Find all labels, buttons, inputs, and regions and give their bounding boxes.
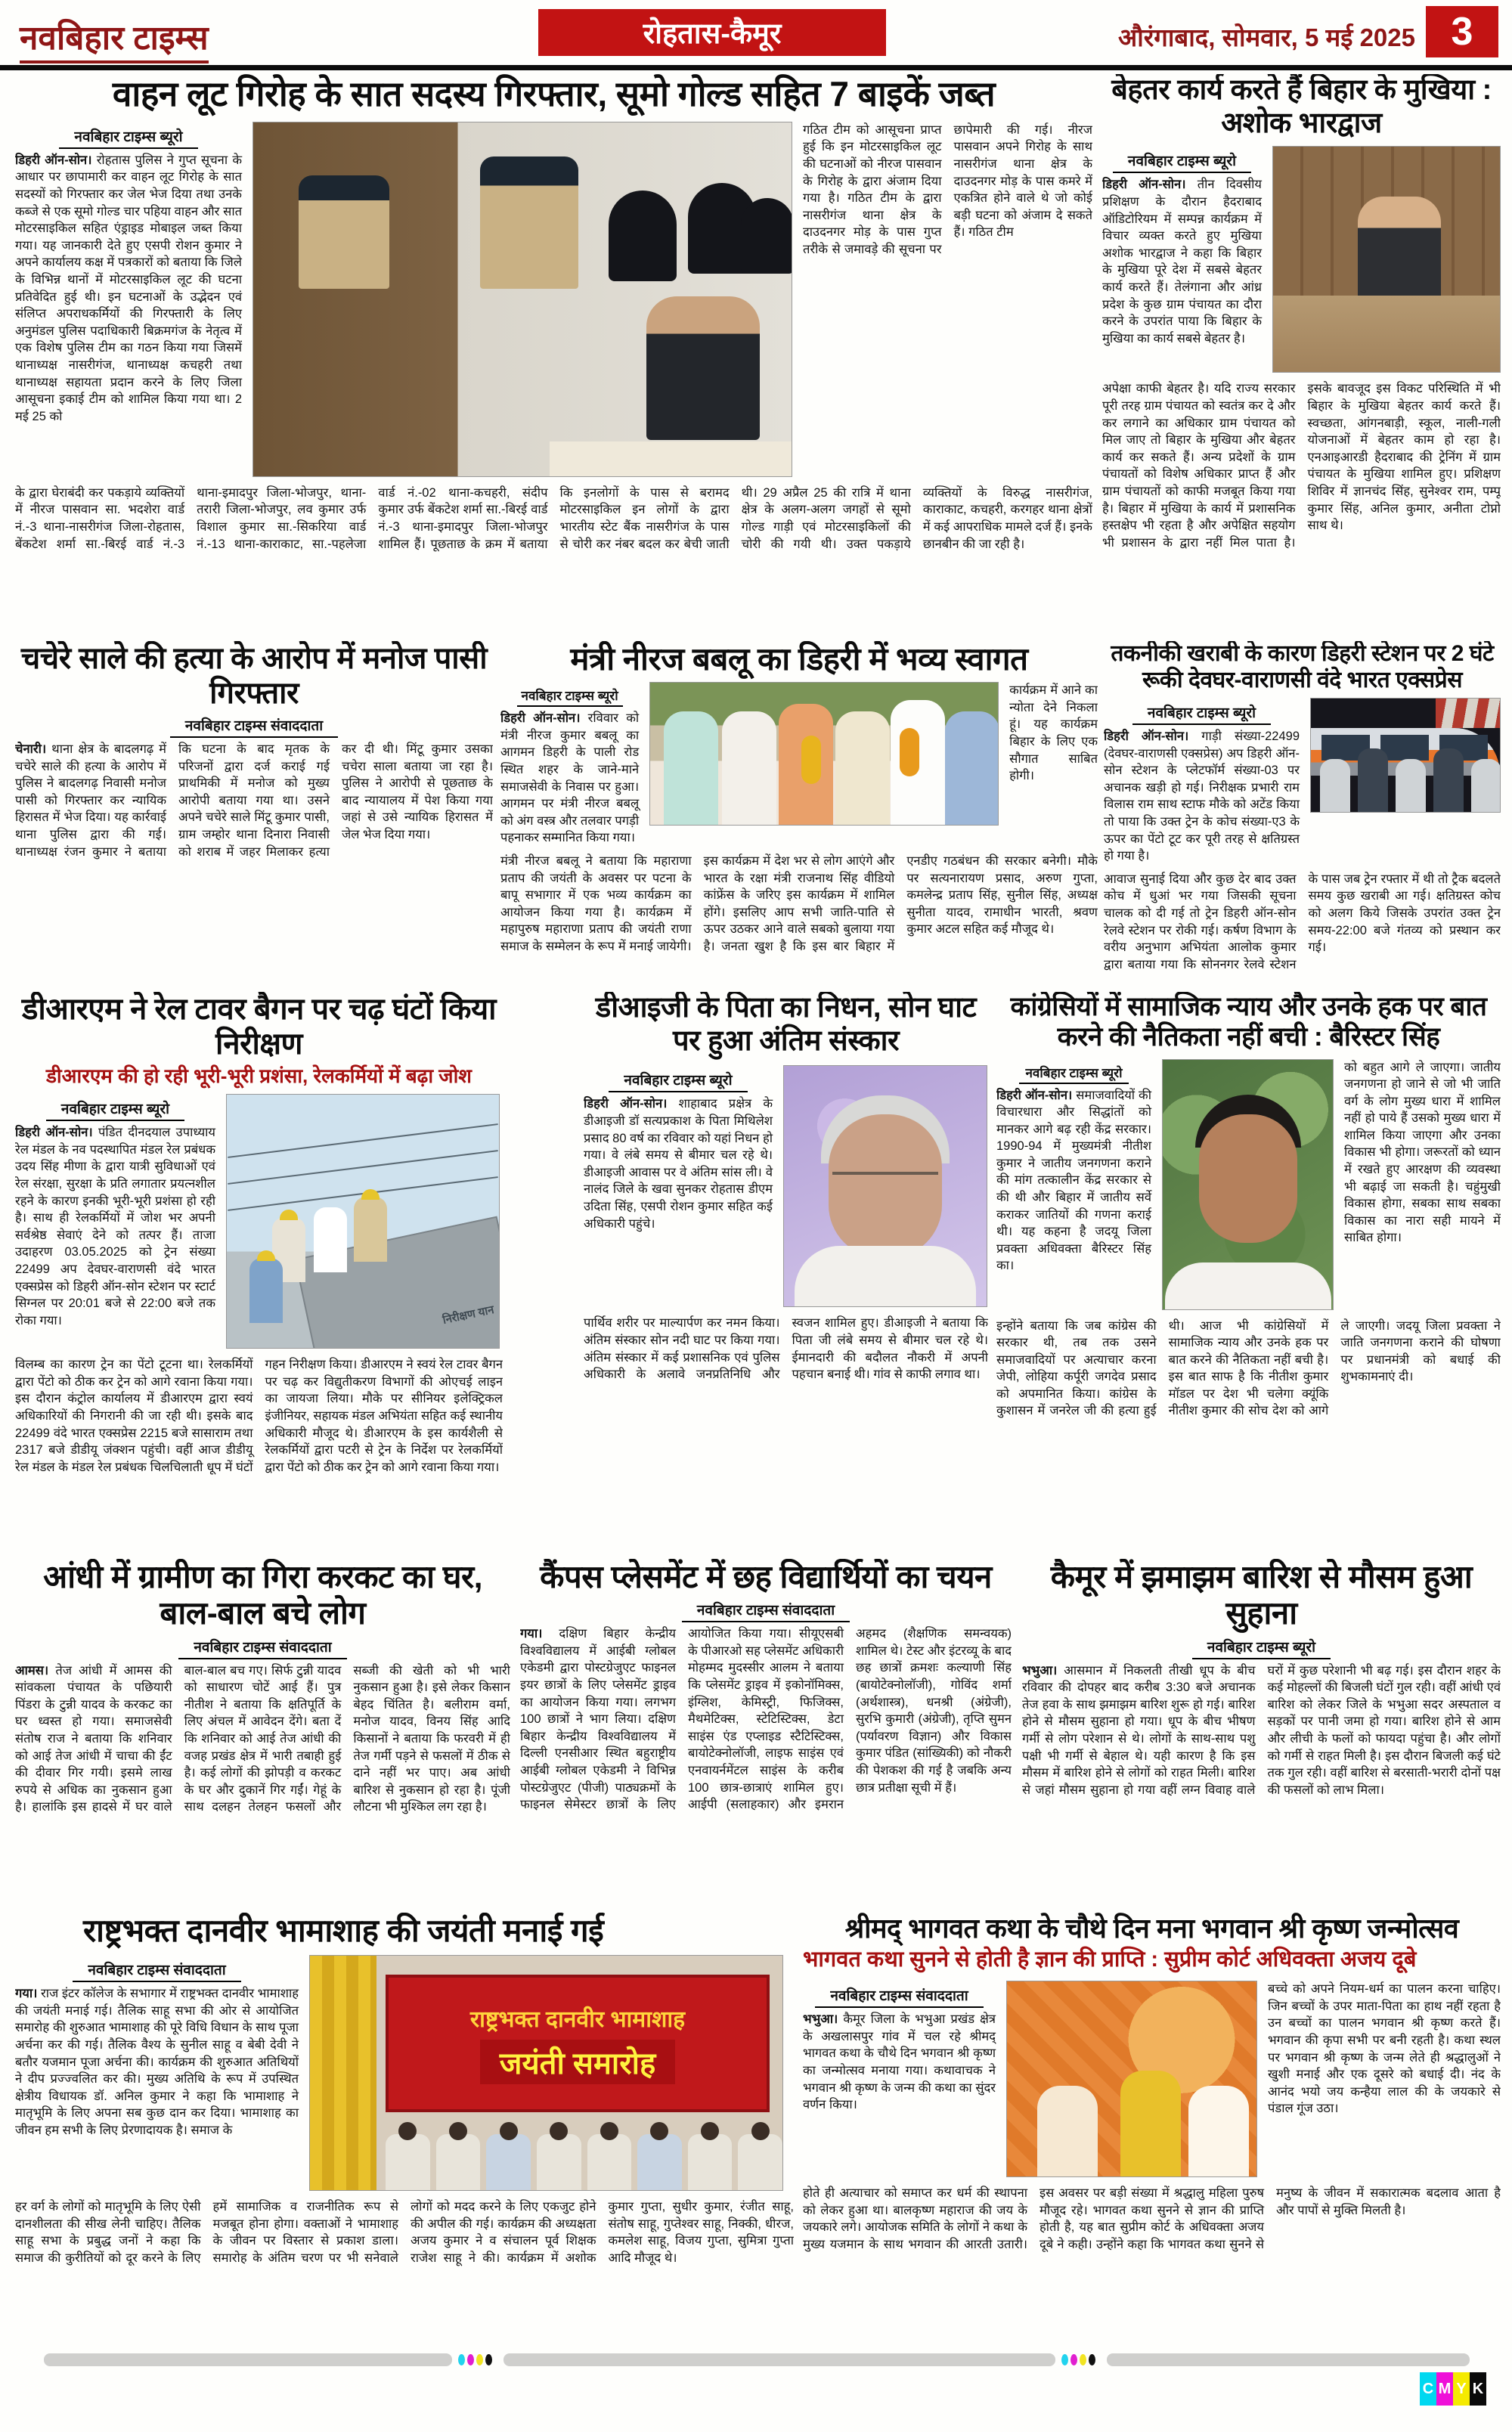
- byline: नवबिहार टाइम्स संवाददाता: [178, 1637, 346, 1659]
- yellow-patch: Y: [1453, 2372, 1470, 2406]
- banner-line-2: जयंती समारोह: [480, 2040, 675, 2084]
- byline: नवबिहार टाइम्स ब्यूरो: [517, 686, 623, 707]
- cyan-patch: C: [1420, 2372, 1436, 2406]
- body-text: गठित टीम को आसूचना प्राप्त हुई कि इन मोटरसाइकिल लूट की घटनाओं को नीरज पासवान के गिरोह के द्वारा अंजाम दिया गया है। गठित टीम के द्वारा नासरीगंज थाना क्षेत्र के दाउदनगर मोड़ के पास गुप्त तरीके से जमावड़े की सूचना पर छापेमारी की गई। नीरज पासवान अपने गिरोह के साथ नासरीगंज थाना क्षेत्र के दाउदनगर मोड़ के पास कमरे में एकत्रित होने वाले थे जो कोई बड़ी घटना को अंजाम दे सकते हैं। गठित टीम: [803, 122, 1092, 257]
- dateline: गया।: [15, 1987, 38, 2001]
- article-headline: राष्ट्रभक्त दानवीर भामाशाह की जयंती मनाई गई: [83, 1913, 604, 1948]
- body-text: शाहाबाद प्रक्षेत्र के डीआइजी डॉ सत्यप्रकाश के पिता मिथिलेश प्रसाद 80 वर्ष का रविवार को यहां निधन हो गया। वे लंबे समय से बीमार चल रहे थे। डीआइजी आवास पर वे अंतिम सांस ली। वे नालंद जिले के खवा सुनकर रोहतास डीएम उदिता सिंह, एसपी रोशन कुमार सहित कई अधिकारी पहुंचे।: [584, 1097, 773, 1231]
- body-text: दक्षिण बिहार केन्द्रीय विश्वविद्यालय में आईबी ग्लोबल एकेडमी द्वारा पोस्टग्रेजुएट फाइनल इयर छात्रों के लिए प्लेसमेंट ड्राइव का आयोजन किया गया। लगभग 100 छात्रों ने भाग लिया। दक्षिण बिहार केन्द्रीय विश्वविद्यालय में दिल्ली एनसीआर स्थित बहुराष्ट्रीय आईबी ग्लोबल एकेडमी ने विभिन्न पोस्टग्रेजुएट (पीजी) पाठ्यक्रमों के फाइनल सेमेस्टर छात्रों के लिए आयोजित किया गया। सीयूएसबी के पीआरओ सह प्लेसमेंट अधिकारी मोहम्मद मुदस्सीर आलम ने बताया कि प्लेसमेंट ड्राइव में इकोनॉमिक्स, इंग्लिश, केमिस्ट्री, फिजिक्स, मैथमेटिक्स, स्टेटिस्टिक्स, डेटा साइंस एंड एप्लाइड स्टैटिस्टिक्स, बायोटेक्नोलॉजी, लाइफ साइंस एवं एनवायर्नमेंटल साइंस के करीब 100 छात्र-छात्राएं शामिल हुए। आईपी (सलाहकार) और इमरान अहमद (शैक्षणिक समन्वयक) शामिल थे। टेस्ट और इंटरव्यू के बाद छह छात्रों क्रमशः कल्याणी सिंह (बायोटेक्नोलॉजी), गोविंद शर्मा (अर्थशास्त्र), धनश्री (अंग्रेजी), सुरभि कुमारी (अंग्रेजी), तृप्ति सुमन (पर्यावरण विज्ञान) और विकास कुमार पंडित (सांख्यिकी) को नौकरी की पेशकश की गई है जबकि अन्य छात्र प्रतीक्षा सूची में हैं।: [520, 1627, 1012, 1812]
- train-night-photo: [1310, 698, 1501, 813]
- body-text: तीन दिवसीय प्रशिक्षण के दौरान हैदराबाद ऑडिटोरियम में सम्पन्न कार्यक्रम में विचार व्यक्त करते हुए मुखिया अशोक भारद्वाज ने कहा कि बिहार के मुखिया पूरे देश में सबसे बेहतर कार्य करते हैं। तेलंगाना और आंध्र प्रदेश के कुछ ग्राम पंचायत का दौरा करने के उपरांत पाया कि बिहार के मुखिया का कार्य सबसे बेहतर है।: [1102, 178, 1262, 345]
- police-arrest-photo: [253, 122, 792, 477]
- byline: नवबिहार टाइम्स ब्यूरो: [1192, 1637, 1331, 1659]
- press-registration-bar: [44, 2353, 1470, 2366]
- article-headline: बेहतर कार्य करते हैं बिहार के मुखिया : अशोक भारद्वाज: [1111, 74, 1492, 139]
- garland-group-photo: [649, 682, 999, 826]
- body-text: अपेक्षा काफी बेहतर है। यदि राज्य सरकार पूरी तरह ग्राम पंचायत को स्वतंत्र कर दे और कर लगाने का अधिकार ग्राम पंचायत को मिल जाए तो बिहार के मुखिया और बेहतर कार्य कर सकते हैं। अन्य प्रदेशों के ग्राम पंचायतों को विशेष अधिकार प्राप्त हैं और ग्राम पंचायतों को काफी मजबूत किया गया है। बिहार में मुखिया के कार्य में प्रशासनिक हस्तक्षेप भी रहता है और अपेक्षित सहयोग भी प्रशासन के द्वारा नहीं मिल पाता है। इसके बावजूद इस विकट परिस्थिति में भी बिहार के मुखिया बेहतर कार्य करते हैं। स्वच्छता, आंगनबाड़ी, स्कूल, नाली-गली योजनाओं में बेहतर काम हो रहा है। एनआइआरडी हैदराबाद की ट्रेनिंग में ग्राम पंचायत के मुखिया शामिल हुए। प्रशिक्षण शिविर में ज्ञानचंद सिंह, सुनेश्वर राम, पम्पू कुमार सिंह, अनिल कुमार, अनीता टोप्नो साथ थे।: [1102, 382, 1501, 550]
- body-text: को बहुत आगे ले जाएगा। जातीय जनगणना हो जाने से जो भी जाति वर्ग के लोग मुख्य धारा में शामिल नहीं हो पाये हैं उसको मुख्य धारा में शामिल किया जाएगा और उनका विकास भी होगा। जरूरतों को ध्यान में रखते हुए आरक्षण की व्यवस्था भी बढ़ाई जा सकती है। चहुंमुखी विकास होगा, सबका साथ सबका विकास का नारा सही मायने में साबित होगा।: [1344, 1060, 1501, 1245]
- tower-wagon-inspection-photo: [226, 1094, 500, 1349]
- article-headline: कांग्रेसियों में सामाजिक न्याय और उनके हक पर बात करने की नैतिकता नहीं बची : बैरिस्टर सिंह: [1010, 992, 1487, 1052]
- body-text: इन्होंने बताया कि जब कांग्रेस की सरकार थी, तब तक उसने समाजवादियों पर अत्याचार करना जेपी, लोहिया कर्पूरी जगदेव प्रसाद को अपमानित किया। कांग्रेस के कुशासन में जनरेल जी की हत्या हुई थी। आज भी कांग्रेसियों में सामाजिक न्याय और उनके हक पर बात करने की नैतिकता नहीं बची है। इस बात साफ है कि नीतीश कुमार मॉडल पर देश भी चलेगा क्यूंकि नीतीश कुमार की सोच देश को आगे ले जाएगी। जदयू जिला प्रवक्ता ने जाति जनगणना कराने की घोषणा पर प्रधानमंत्री को बधाई की शुभकामनाएं दी।: [996, 1318, 1501, 1418]
- dateline: भभुआ।: [803, 2012, 838, 2027]
- article-subhead: डीआरएम की हो रही भूरी-भूरी प्रशंसा, रेलकर्मियों में बढ़ा जोश: [46, 1064, 472, 1087]
- jayanti-event-photo: [309, 1955, 783, 2191]
- dateline: डिहरी ऑन-सोन।: [15, 1126, 93, 1140]
- dateline: आमस।: [15, 1663, 49, 1678]
- katha-event-photo: [1006, 1981, 1257, 2177]
- body-text: तेज आंधी में आमस की सांवकला पंचायत के पछियारी पिंडरा के टुन्नी यादव के करकट का घर ध्वस्त हो गया। समाजसेवी संतोष राज ने बताया कि शनिवार को आई तेज आंधी में चाचा की ईंट की दीवार गिर गयी। इसमे लाख रुपये से अधिक का नुकसान हुआ है। हालांकि इस हादसे में घर वाले बाल-बाल बच गए। सिर्फ टुन्नी यादव को साधारण चोटें आई हैं। पुत्र नीतीश ने बताया कि क्षतिपूर्ति के लिए अंचल में आवेदन देंगे। बता दें कि शनिवार को आई तेज आंधी की वजह प्रखंड क्षेत्र में भारी तबाही हुई है। कई लोगों की झोपड़ी व करकट के घर और दुकानें गिर गईं। गेहूं के साथ दलहन तेलहन फसलों और सब्जी की खेती को भी भारी नुकसान हुआ है। इसे लेकर किसान बेहद चिंतित है। बलीराम वर्मा, मनोज यादव, विनय सिंह आदि किसानों ने बताया कि फरवरी में ही तेज गर्मी पड़ने से फसलों में ठीक से दाने नहीं भर पाए। अब आंधी बारिश से नुकसान हो रहा है। पूंजी लौटना भी मुश्किल लग रहा है।: [15, 1663, 510, 1814]
- article-kaimur-rain: [1022, 1559, 1501, 1903]
- article-dig-father-demise: [584, 992, 988, 1550]
- article-vehicle-loot-gang: [15, 74, 1092, 630]
- article-bhamashah-jayanti: [15, 1913, 794, 2347]
- body-text: राज इंटर कॉलेज के सभागार में राष्ट्रभक्त दानवीर भामाशाह की जयंती मनाई गई। तैलिक साहू सभा की ओर से आयोजित समारोह की शुरुआत भामाशाह की पूरे विधि विधान के साथ पूजा अर्चना कर की गई। तैलिक वैश्य के सुनील साहू व बेबी देवी ने बतौर यजमान पूजा अर्चना की। कार्यक्रम की शुरुआत अतिथियों ने दीप प्रज्ज्वलित कर की। मुख्य अतिथि के रूप में उपस्थित क्षेत्रीय विधायक डॉ. अनिल कुमार ने कहा कि भामाशाह ने मातृभूमि के लिए अपना सब कुछ दान कर दिया। भामाशाह का जीवन हम सभी के लिए प्रेरणादायक है। समाज के: [15, 1987, 299, 2138]
- article-headline: वाहन लूट गिरोह के सात सदस्य गिरफ्तार, सूमो गोल्ड सहित 7 बाइकें जब्त: [112, 74, 996, 113]
- masthead: नवबिहार टाइम्स: [20, 14, 209, 64]
- body-text: आवाज सुनाई दिया और कुछ देर बाद उक्त कोच में धुआं भर गया जिसकी सूचना चालक को दी गई तो ट्रेन डिहरी ऑन-सोन रेलवे स्टेशन पर रोकी गई। कर्षण विभाग के वरीय अनुभाग अभियंता आलोक कुमार द्वारा बताया गया कि सोननगर रेलवे स्टेशन के पास जब ट्रेन रफ्तार में थी तो ट्रैक बदलते समय कुछ खराबी आ गई। क्षतिग्रस्त कोच को अलग किये जिसके उपरांत उक्त ट्रेन समय-22:00 बजे गंतव्य को प्रस्थान कर गई।: [1104, 872, 1501, 971]
- article-headline: श्रीमद् भागवत कथा के चौथे दिन मना भगवान श्री कृष्ण जन्मोत्सव: [844, 1913, 1459, 1944]
- header-rule: [0, 65, 1512, 70]
- body-text: थाना क्षेत्र के बादलगढ़ में चचेरे साले की हत्या के आरोप में पुलिस ने बादलगढ़ निवासी मनोज पासी को गिरफ्तार कर न्यायिक हिरासत में भेज दिया। यह कार्रवाई थाना पुलिस द्वारा की गई। थानाध्यक्ष रंजन कुमार ने बताया कि घटना के बाद मृतक के परिजनों द्वारा दर्ज कराई गई प्राथमिकी में मनोज को मुख्य आरोपी बताया गया था। उसने अपने चचेरे साले मिंटू कुमार पासी, ग्राम जम्होर थाना दिनारा निवासी को शराब में जहर मिलाकर हत्या कर दी थी। मिंटू कुमार उसका चचेरा साला बताया जा रहा है। पुलिस ने आरोपी से पूछताछ के बाद न्यायालय में पेश किया गया जहां से उसे न्यायिक हिरासत में जेल भेज दिया गया।: [15, 742, 493, 859]
- banner-line-1: राष्ट्रभक्त दानवीर भामाशाह: [469, 2006, 686, 2032]
- wagon-label: निरीक्षण यान: [442, 1303, 496, 1328]
- byline: नवबिहार टाइम्स ब्यूरो: [46, 1098, 184, 1121]
- body-text: गाड़ी संख्या-22499 (देवघर-वाराणसी एक्सप्रेस) अप डिहरी ऑन-सोन स्टेशन के प्लेटफॉर्म संख्या-03 पर अचानक खड़ी हो गई। निरीक्षक प्रभारी राम विलास राम साथ स्टाफ मौके को अटेंड किया तो पाया कि उक्त ट्रेन के कोच संख्या-ए3 के ऊपर का पेंटो टूट कर पूरी तरह से क्षतिग्रस्त हो गया है।: [1104, 730, 1300, 863]
- article-storm-house: [15, 1559, 510, 1903]
- dateline: डिहरी ऑन-सोन।: [500, 711, 581, 726]
- article-headline: तकनीकी खराबी के कारण डिहरी स्टेशन पर 2 घंटे रूकी देवघर-वाराणसी वंदे भारत एक्सप्रेस: [1111, 641, 1494, 692]
- body-text: पंडित दीनदयाल उपाध्याय रेल मंडल के नव पदस्थापित मंडल रेल प्रबंधक उदय सिंह मीणा के द्वारा यात्री सुविधाओं एवं रेल संरक्षा, सुरक्षा के प्रति लगातार प्रयत्नशील रहने के कारण इनकी भूरी-भूरी प्रशंसा हो रही है। साथ ही रेलकर्मियों में जोश भर अपनी सर्वश्रेष्ठ सेवाएं देने को तत्पर हैं। ताजा उदाहरण 03.05.2025 को ट्रेन संख्या 22499 अप देवघर-वाराणसी वंदे भारत एक्सप्रेस को डिहरी ऑन-सोन स्टेशन पर स्टार्ट सिग्नल पर 20:01 बजे से 22:00 बजे तक रोका गया।: [15, 1126, 215, 1328]
- dateline: डिहरी ऑन-सोन।: [15, 153, 92, 167]
- byline: नवबिहार टाइम्स ब्यूरो: [609, 1070, 747, 1092]
- body-text: रविवार को मंत्री नीरज कुमार बबलू का आगमन डिहरी के पाली रोड स्थित शहर के जाने-माने समाजसेवी के निवास पर हुआ। आगमन पर मंत्री नीरज बबलू को अंग वस्त्र और तलवार पगड़ी पहनाकर सम्मानित किया गया।: [500, 711, 640, 845]
- dateline: गया।: [520, 1627, 543, 1641]
- article-bhagwat-katha: [803, 1913, 1501, 2347]
- portrait-photo-elderly: [783, 1065, 987, 1307]
- article-headline: चचेरे साले की हत्या के आरोप में मनोज पासी गिरफ्तार: [20, 642, 488, 710]
- article-headline: डीआइजी के पिता का निधन, सोन घाट पर हुआ अंतिम संस्कार: [595, 992, 977, 1057]
- body-text: विलम्ब का कारण ट्रेन का पेंटो टूटना था। रेलकर्मियों द्वारा पेंटो को ठीक कर ट्रेन को आगे रवाना किया गया। इस दौरान कंट्रोल कार्यालय में डीआरएम द्वारा स्वयं अधिकारियों की निगरानी की जा रही थी। इसके बाद 22499 वंदे भारत एक्सप्रेस 2215 बजे सासाराम तथा 2317 बजे डीडीयू जंक्शन पहुंची। वहीं आज डीडीयू रेल मंडल के मंडल रेल प्रबंधक चिलचिलाती धूप में घंटों गहन निरीक्षण किया। डीआरएम ने स्वयं रेल टावर बैगन पर चढ़ कर विद्युतीकरण विभागों की ओएचई लाइन का जायजा लिया। मौके पर सीनियर इलेक्ट्रिकल इंजीनियर, सहायक मंडल अभियंता सहित कई स्थानीय अधिकारी मौजूद थे। डीआरएम के इस कार्यशैली से रेलकर्मियों द्वारा पटरी से ट्रेन के निर्देश पर रेलकर्मियों द्वारा पेंटो को ठीक कर ट्रेन को आगे रवाना किया गया।: [15, 1358, 503, 1474]
- cmyk-color-patch: [1420, 2372, 1486, 2406]
- byline: नवबिहार टाइम्स ब्यूरो: [1132, 702, 1271, 725]
- article-vande-bharat: [1104, 641, 1501, 981]
- article-subhead: भागवत कथा सुनने से होती है ज्ञान की प्राप्ति : सुप्रीम कोर्ट अधिवक्ता अजय दूबे: [803, 1947, 1417, 1972]
- byline: नवबिहार टाइम्स ब्यूरो: [1019, 1064, 1128, 1084]
- body-text: कैमूर जिला के भभुआ प्रखंड क्षेत्र के अखलासपुर गांव में चल रहे श्रीमद् भागवत कथा के चौथे दिन भगवान श्री कृष्ण का जन्मोत्सव मनाया गया। कथावाचक ने भगवान श्री कृष्ण के जन्म की कथा का सुंदर वर्णन किया।: [803, 2012, 996, 2112]
- article-minister-welcome: [500, 641, 1098, 981]
- article-headline: डीआरएम ने रेल टावर बैगन पर चढ़ घंटों किया निरीक्षण: [21, 993, 497, 1061]
- body-text: हर वर्ग के लोगों को मातृभूमि के लिए ऐसी दानशीलता की सीख लेनी चाहिए। तैलिक साहू सभा के प्रबुद्ध जनों ने कहा कि समाज की कुरीतियों को दूर करने के लिए हमें सामाजिक व राजनीतिक रूप से मजबूत होना होगा। वक्ताओं ने भामाशाह के जीवन पर विस्तार से प्रकाश डाला। समारोह के अंतिम चरण पर भी सनेवाले लोगों को मदद करने के लिए एकजुट होने की अपील की गई। कार्यक्रम की अध्यक्षता अजय कुमार ने व संचालन पूर्व शिक्षक राजेश साहू ने की। कार्यक्रम में अशोक कुमार गुप्ता, सुधीर कुमार, रंजीत साहू, संतोष साहू, गुप्तेश्वर साहू, निक्की, धीरज, कमलेश साहू, विजय गुप्ता, सुमित्रा गुप्ता आदि मौजूद थे।: [15, 2200, 794, 2266]
- article-campus-placement: [520, 1559, 1012, 1903]
- page-number-badge: 3: [1426, 6, 1498, 57]
- article-drm-inspection: [15, 992, 503, 1550]
- article-bihar-mukhiya: [1102, 74, 1501, 630]
- byline: नवबिहार टाइम्स संवाददाता: [170, 715, 338, 738]
- article-barrister-singh: [996, 992, 1501, 1550]
- article-headline: मंत्री नीरज बबलू का डिहरी में भव्य स्वागत: [570, 641, 1028, 677]
- article-murder-arrest: [15, 641, 493, 981]
- article-headline: आंधी में ग्रामीण का गिरा करकट का घर, बाल-बाल बचे लोग: [43, 1559, 482, 1631]
- dateline: भभुआ।: [1022, 1663, 1058, 1678]
- article-headline: कैमूर में झमाझम बारिश से मौसम हुआ सुहाना: [1050, 1559, 1473, 1631]
- byline: नवबिहार टाइम्स ब्यूरो: [1113, 150, 1251, 173]
- byline: नवबिहार टाइम्स संवाददाता: [815, 1985, 983, 2008]
- body-text: के द्वारा घेराबंदी कर पकड़ाये व्यक्तियों में नीरज पासवान सा. भदशेरा वार्ड नं.-3 थाना-नासरीगंज जिला-रोहतास, बेंकटेश शर्मा सा.-बिरई वार्ड नं.-3 थाना-इमादपुर जिला-भोजपुर, थाना-तरारी जिला-भोजपुर, लव कुमार उर्फ विशाल कुमार सा.-सिकरिया वार्ड नं.-13 थाना-काराकाट, सा.-पहलेजा वार्ड नं.-02 थाना-कचहरी, संदीप कुमार उर्फ बेंकटेश शर्मा सा.-बिरई वार्ड नं.-3 थाना-इमादपुर जिला-भोजपुर शामिल हैं। पूछताछ के क्रम में बताया कि इनलोगों के पास से बरामद मोटरसाइकिल इन लोगों के द्वारा भारतीय स्टेट बैंक नासरीगंज के पास से चोरी कर नंबर बदल कर बेची जाती थी। 29 अप्रैल 25 की रात्रि में थाना क्षेत्र के अलग-अलग जगहों से सूमो गोल्ड गाड़ी एवं मोटरसाइकिलों की चोरी की गयी थी। उक्त पकड़ाये व्यक्तियों के विरुद्ध नासरीगंज, काराकाट, कचहरी, करगहर थाना क्षेत्रों में कई आपराधिक मामले दर्ज हैं। इनके छानबीन की जा रही है।: [15, 485, 1092, 551]
- portrait-photo-greenery: [1162, 1059, 1334, 1310]
- dateline: डिहरी ऑन-सोन।: [1102, 178, 1186, 192]
- edition-dateline: औरंगाबाद, सोमवार, 5 मई 2025: [1118, 23, 1415, 51]
- black-patch: K: [1470, 2372, 1486, 2406]
- byline: नवबिहार टाइम्स संवाददाता: [73, 1960, 240, 1982]
- magenta-patch: M: [1436, 2372, 1453, 2406]
- page-header: [0, 0, 1512, 65]
- body-text: पार्थिव शरीर पर माल्यार्पण कर नमन किया। अंतिम संस्कार सोन नदी घाट पर किया गया। अंतिम संस्कार में कई प्रशासनिक एवं पुलिस अधिकारी के अलावे जनप्रतिनिधि और स्वजन शामिल हुए। डीआइजी ने बताया कि पिता जी लंबे समय से बीमार चल रहे थे। ईमानदारी की बदौलत नौकरी में अपनी पहचान बनाई थी। गांव से काफी लगाव था।: [584, 1316, 988, 1382]
- dateline: चेनारी।: [15, 742, 47, 756]
- dateline: डिहरी ऑन-सोन।: [996, 1088, 1073, 1102]
- body-text: होते ही अत्याचार को समाप्त कर धर्म की स्थापना को लेकर हुआ था। बालकृष्ण महाराज की जय के जयकारे लगे। आयोजक समिति के लोगों ने कथा के मुख्य यजमान के साथ भगवान की आरती उतारी। इस अवसर पर बड़ी संख्या में श्रद्धालु महिला पुरुष मौजूद रहे। भागवत कथा सुनने से ज्ञान की प्राप्ति होती है, यह बात सुप्रीम कोर्ट के अधिवक्ता अजय दूबे ने कही। उन्होंने कहा कि भागवत कथा सुनने से मनुष्य के जीवन में सकारात्मक बदलाव आता है और पापों से मुक्ति मिलती है।: [803, 2186, 1501, 2251]
- article-headline: कैंपस प्लेसमेंट में छह विद्यार्थियों का चयन: [540, 1559, 992, 1594]
- byline: नवबिहार टाइम्स ब्यूरो: [59, 126, 197, 149]
- body-text: बच्चे को अपने नियम-धर्म का पालन करना चाहिए। जिन बच्चों के उपर माता-पिता का हाथ नहीं रहता है उन बच्चों का पालन भगवान श्री कृष्ण करते हैं। भगवान की कृपा सभी पर बनी रहती है। कथा स्थल पर भगवान श्री कृष्ण के जन्म लेते ही श्रद्धालुओं ने खुशी मनाई और एक दूसरे को बधाई दी। नंद के आनंद भयो जय कन्हैया लाल की के जयकारे से पंडाल गूंज उठा।: [1268, 1982, 1501, 2116]
- body-text: समाजवादियों की विचारधारा और सिद्धांतों को मानकर आगे बढ़ रही केंद्र सरकार। 1990-94 में मुख्यमंत्री नीतीश कुमार ने जातीय जनगणना कराने की मांग तत्कालीन केंद्र सरकार से की थी और बिहार में जातीय सर्वे कराकर जातियों की गणना कराई थी। यह कहना है जदयू जिला प्रवक्ता अधिवक्ता बैरिस्टर सिंह का।: [996, 1088, 1151, 1273]
- dateline: डिहरी ऑन-सोन।: [1104, 730, 1189, 743]
- speaker-podium-photo: [1272, 146, 1501, 373]
- body-text: मंत्री नीरज बबलू ने बताया कि महाराणा प्रताप की जयंती के अवसर पर पटना के बापू सभागार में एक भव्य कार्यक्रम का आयोजन किया गया है। कार्यक्रम में महापुरुष महाराणा प्रताप की जयंती राणा समाज के सम्मेलन के रूप में मनाई जायेगी। इस कार्यक्रम में देश भर से लोग आएंगे और भारत के रक्षा मंत्री राजनाथ सिंह वीडियो कांफ्रेंस के जरिए इस कार्यक्रम में शामिल होंगे। इसलिए आप सभी जाति-पाति से ऊपर उठकर आने वाले सबको बुलाया गया है। जनता खुश है कि इस बार बिहार में एनडीए गठबंधन की सरकार बनेगी। मौके पर सत्यनारायण प्रसाद, अरुण गुप्ता, कमलेन्द्र प्रताप सिंह, सुनील सिंह, अध्यक्ष सुनीता यादव, रामाधीन भारती, श्रवण कुमार अटल सहित कई मौजूद थे।: [500, 854, 1098, 954]
- byline: नवबिहार टाइम्स संवाददाता: [682, 1600, 850, 1622]
- section-badge: रोहतास-कैमूर: [538, 9, 886, 56]
- body-text: कार्यक्रम में आने का न्योता देने निकला हूं। यह कार्यक्रम बिहार के लिए एक सौगात साबित होगी।: [1009, 683, 1098, 783]
- body-text: रोहतास पुलिस ने गुप्त सूचना के आधार पर छापामारी कर वाहन लूट गिरोह के सात सदस्यों को गिरफ्तार कर जेल भेज दिया तथा उनके कब्जे से एक सूमो गोल्ड चार पहिया वाहन और सात मोटरसाइकिल सहित एंड्राइड मोबाइल जब्त किया गया। यह जानकारी देते हुए एसपी रोशन कुमार ने अपने कार्यालय कक्ष में पत्रकारों को बताया कि जिले के विभिन्न थानों में मोटरसाइकिल लूट की घटना प्रतिवेदित हुई थी। इन घटनाओं के उद्भेदन एवं संलिप्त अपराधकर्मियों की गिरफ्तारी के लिए अनुमंडल पुलिस पदाधिकारी बिक्रमगंज के नेतृत्व में एक विशेष पुलिस टीम का गठन किया गया जिसमें थानाध्यक्ष नासरीगंज, थानाध्यक्ष कचहरी तथा थानाध्यक्ष सहायता प्रदान करने के लिए जिला आसूचना इकाई टीम को शामिल किया गया था। 2 मई 25 को: [15, 153, 242, 423]
- dateline: डिहरी ऑन-सोन।: [584, 1097, 668, 1111]
- body-text: आसमान में निकलती तीखी धूप के बीच रविवार की दोपहर बाद करीब 3:30 बजे अचानक तेज हवा के साथ झमाझम बारिश शुरू हो गई। बारिश होने से मौसम सुहाना हो गया। धूप के बीच भीषण गर्मी से लोग परेशान से थे। लोगों के साथ-साथ पशु पक्षी भी गर्मी से बेहाल थे। यही कारण है कि इस मौसम में बारिश होने से लोगों को राहत मिली। बारिश से जहां मौसम सुहाना हो गया वहीं लग्न विवाह वाले घरों में कुछ परेशानी भी बढ़ गई। इस दौरान शहर के कई मोहल्लों की बिजली घंटों गुल रही। वहीं आंधी एवं बारिश को लेकर जिले के भभुआ सदर अस्पताल व सड़कों पर पानी जमा हो गया। बारिश होने से आम और लीची के फलों को फायदा पहुंचा है। और लोगों को गर्मी से राहत मिली है। इस दौरान बिजली कई घंटे तक गुल रही। वहीं बारिश से बरसाती-भरारी दोनों पक्ष की फसलों को लाभ मिला।: [1022, 1663, 1501, 1797]
